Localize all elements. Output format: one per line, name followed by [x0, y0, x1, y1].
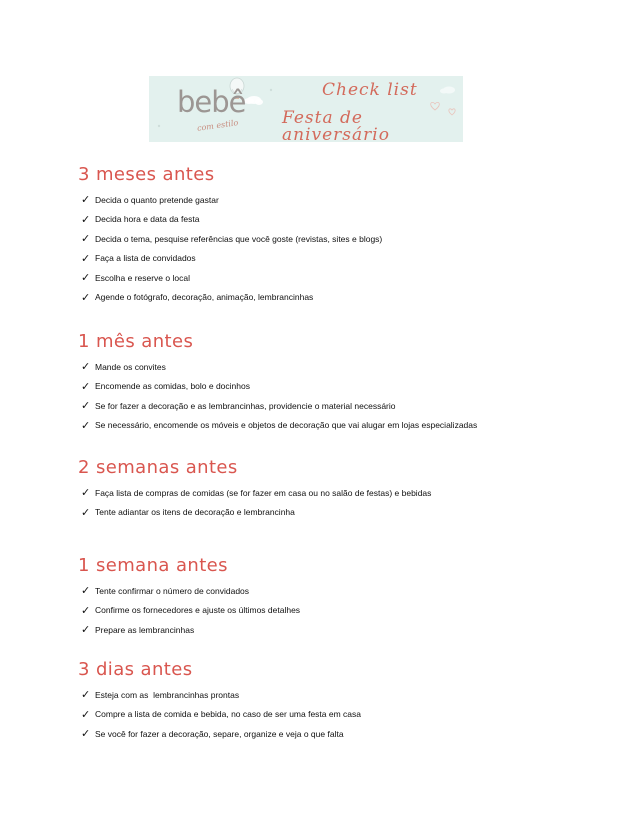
header-banner [149, 76, 463, 142]
checklist-item-text: Faça lista de compras de comidas (se for fazer em casa ou no salão de festas) e bebidas [95, 487, 432, 498]
checklist-item-text: Encomende as comidas, bolo e docinhos [95, 381, 250, 391]
checkmark-icon: ✓ [81, 251, 91, 265]
checklist-item [78, 724, 618, 744]
checklist-item [78, 249, 618, 269]
checklist-item-text: Se você for fazer a decoração, separe, organize e veja o que falta [95, 728, 344, 739]
checklist [78, 685, 618, 744]
checkmark-icon: ✓ [81, 212, 91, 226]
checklist-item [78, 229, 618, 249]
section-1-month [78, 331, 618, 435]
checklist-item [78, 601, 618, 621]
checklist-item-text: Se for fazer a decoração e as lembrancinhas, providencie o material necessário [95, 400, 396, 411]
section-title: 1 mês antes [78, 331, 194, 352]
checklist-item [78, 190, 618, 210]
checkmark-icon: ✓ [81, 271, 91, 285]
checkmark-icon: ✓ [81, 603, 91, 617]
checklist-item-text: Tente confirmar o número de convidados [95, 585, 250, 596]
checklist-item-text: Confirme os fornecedores e ajuste os últimos detalhes [95, 605, 301, 615]
section-1-week [78, 555, 618, 640]
checklist-item [78, 377, 618, 397]
checkmark-icon: ✓ [81, 399, 91, 413]
checklist [78, 357, 618, 435]
checklist-item [78, 581, 618, 601]
cloud-icon [440, 87, 455, 94]
section-title: 3 dias antes [78, 659, 193, 680]
checklist-item [78, 483, 618, 503]
checkmark-icon: ✓ [81, 193, 91, 207]
checklist-item-text: Tente adiantar os itens de decoração e lembrancinha [95, 507, 295, 517]
checkmark-icon: ✓ [81, 707, 91, 721]
checklist [78, 190, 618, 307]
section-3-days [78, 659, 618, 744]
section-3-months [78, 164, 618, 307]
brand-logo: bebê [177, 85, 246, 119]
checklist-item-text: Mande os convites [95, 361, 166, 372]
checklist-item-text: Agende o fotógrafo, decoração, animação, lembrancinhas [95, 292, 314, 302]
checklist-item-text: Compre a lista de comida e bebida, no caso de ser uma festa em casa [95, 709, 362, 719]
section-title: 2 semanas antes [78, 457, 238, 478]
checkmark-icon: ✓ [81, 290, 91, 304]
checkmark-icon: ✓ [81, 232, 91, 246]
brand-tagline: com estilo [196, 118, 239, 133]
checklist-item [78, 503, 618, 523]
checklist-item-text: Decida o quanto pretende gastar [95, 194, 219, 205]
checklist [78, 483, 618, 522]
checklist-item-text: Faça a lista de convidados [95, 253, 196, 263]
checkmark-icon: ✓ [81, 727, 91, 741]
checkmark-icon: ✓ [81, 486, 91, 500]
banner-subtitle: Festa de aniversário [282, 108, 390, 142]
checklist-item-text: Decida hora e data da festa [95, 214, 200, 224]
checklist-item [78, 396, 618, 416]
checklist-item-text: Prepare as lembrancinhas [95, 624, 195, 635]
checklist-item-text: Escolha e reserve o local [95, 272, 190, 283]
cloud-icon [244, 96, 263, 105]
checkmark-icon: ✓ [81, 505, 91, 519]
checklist-item [78, 685, 618, 705]
checklist-item [78, 620, 618, 640]
heart-icon [431, 102, 440, 110]
checklist [78, 581, 618, 640]
checkmark-icon: ✓ [81, 584, 91, 598]
checkmark-icon: ✓ [81, 623, 91, 637]
banner-title: Check list [322, 80, 418, 100]
checklist-item-text: Esteja com as lembrancinhas prontas [95, 689, 240, 700]
checklist-item [78, 416, 618, 436]
checkmark-icon: ✓ [81, 418, 91, 432]
section-2-weeks [78, 457, 618, 522]
checklist-item-text: Decida o tema, pesquise referências que você goste (revistas, sites e blogs) [95, 233, 383, 244]
checkmark-icon: ✓ [81, 688, 91, 702]
checklist-item [78, 705, 618, 725]
checklist-item [78, 268, 618, 288]
checkmark-icon: ✓ [81, 360, 91, 374]
checklist-item [78, 288, 618, 308]
checkmark-icon: ✓ [81, 379, 91, 393]
checklist-item [78, 210, 618, 230]
checklist-item-text: Se necessário, encomende os móveis e objetos de decoração que vai alugar em lojas especializadas [95, 420, 478, 430]
checklist-item [78, 357, 618, 377]
section-title: 1 semana antes [78, 555, 228, 576]
section-title: 3 meses antes [78, 164, 215, 185]
